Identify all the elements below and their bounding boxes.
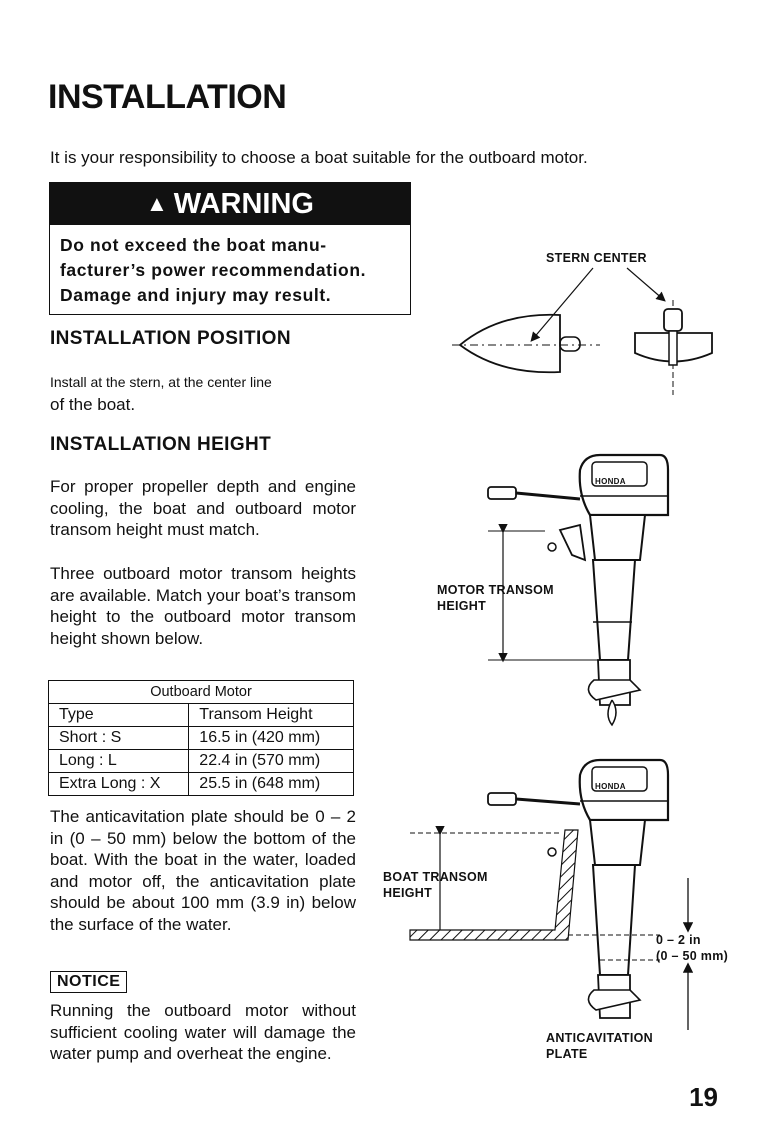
honda-logo: HONDA (595, 782, 626, 791)
table-cell: Extra Long : X (49, 773, 189, 796)
installation-position-heading: INSTALLATION POSITION (50, 328, 291, 349)
warning-heading: WARNING (173, 187, 314, 220)
table-cell: 22.4 in (570 mm) (189, 750, 354, 773)
anticavitation-para: The anticavitation plate should be 0 – 2 in (0 – 50 mm) below the bottom of the boat. With the boat in the water, loaded and motor off, the anticavitation plate should be about 100 mm (3.9 in) below the surface of the water. (50, 807, 356, 934)
stern-center-label: STERN CENTER (546, 251, 647, 265)
boat-top-view-diagram (452, 268, 600, 372)
warning-line: Do not exceed the boat manu- (60, 235, 327, 255)
table-cell: 16.5 in (420 mm) (189, 727, 354, 750)
warning-triangle-icon: ▲ (146, 191, 168, 216)
notice-text: Running the outboard motor without sufficient cooling water will damage the water pump and overheat the engine. (50, 1001, 356, 1063)
intro-text: It is your responsibility to choose a boat suitable for the outboard motor. (50, 148, 588, 167)
label-line: BOAT TRANSOM (383, 870, 488, 884)
table-header-type: Type (49, 704, 189, 727)
page-title: INSTALLATION (48, 78, 287, 116)
label-line: PLATE (546, 1047, 588, 1061)
height-para-2: Three outboard motor transom heights are available. Match your boat’s transom height to the outboard motor transom height shown below. (50, 564, 356, 648)
table-caption: Outboard Motor (49, 681, 354, 704)
honda-logo: HONDA (595, 477, 626, 486)
position-line: Install at the stern, at the center line (50, 374, 272, 390)
warning-line: Damage and injury may result. (60, 285, 332, 305)
notice-label: NOTICE (50, 971, 127, 993)
label-line: 0 – 2 in (656, 933, 701, 947)
label-line: HEIGHT (383, 886, 433, 900)
depth-range-label (656, 932, 728, 964)
page-number: 19 (689, 1082, 718, 1112)
warning-line: facturer’s power recommendation. (60, 260, 367, 280)
table-header-height: Transom Height (189, 704, 354, 727)
label-line: (0 – 50 mm) (656, 949, 729, 963)
table-cell: 25.5 in (648 mm) (189, 773, 354, 796)
table-cell: Short : S (49, 727, 189, 750)
label-line: ANTICAVITATION (546, 1031, 653, 1045)
label-line: HEIGHT (437, 599, 487, 613)
position-line: of the boat. (50, 394, 136, 414)
height-para-1: For proper propeller depth and engine cooling, the boat and outboard motor transom height must match. (50, 477, 356, 539)
label-line: MOTOR TRANSOM (437, 583, 554, 597)
boat-rear-view-diagram (627, 268, 712, 395)
table-cell: Long : L (49, 750, 189, 773)
installation-height-heading: INSTALLATION HEIGHT (50, 434, 272, 455)
anticavitation-plate-label (546, 1030, 653, 1062)
boat-transom-height-label (383, 869, 488, 901)
motor-transom-height-label (437, 582, 554, 614)
